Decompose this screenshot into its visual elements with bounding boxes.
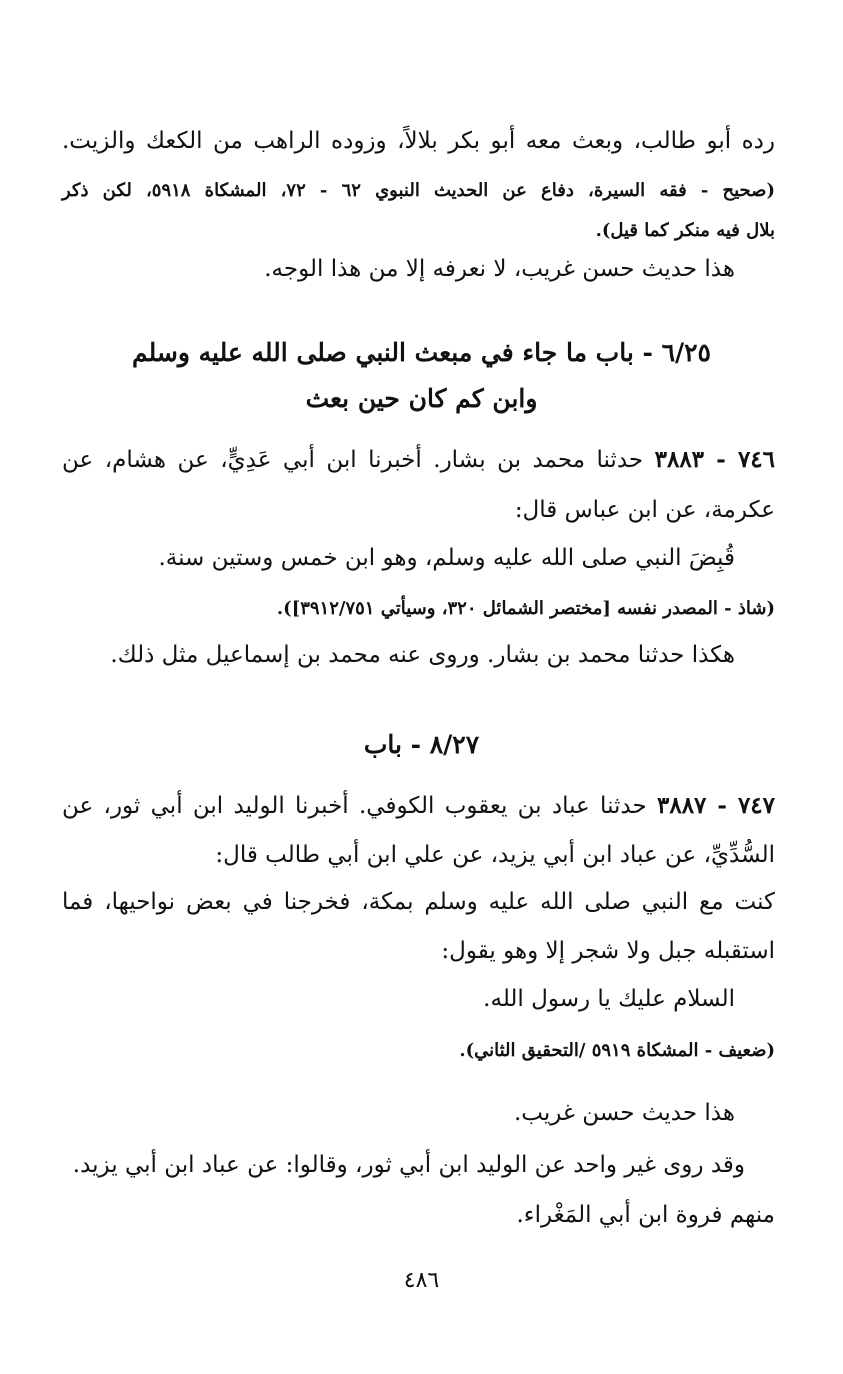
hadith-matn-quote: السلام عليك يا رسول الله. (483, 986, 735, 1012)
commentary-line: هذا حديث حسن غريب، لا نعرفه إلا من هذا الوجه. (264, 256, 735, 282)
hadith-isnad (62, 446, 775, 475)
hadith-isnad (62, 792, 775, 821)
commentary-line: هذا حديث حسن غريب. (513, 1100, 735, 1126)
grading-note-continued: بلال فيه منكر كما قيل). (595, 220, 775, 241)
chapter-subtitle: وابن كم كان حين بعث (305, 384, 538, 413)
grading-note: (شاذ - المصدر نفسه [مختصر الشمائل ٣٢٠، وسيأتي ٣٩١٢/٧٥١]). (276, 598, 775, 619)
grading-note: (صحيح - فقه السيرة، دفاع عن الحديث النبوي ٦٢ - ٧٢، المشكاة ٥٩١٨، لكن ذكر (62, 180, 775, 201)
page-number: ٤٨٦ (403, 1268, 440, 1293)
chapter-title: ٦/٢٥ - باب ما جاء في مبعث النبي صلى الله عليه وسلم (132, 338, 711, 367)
commentary-line: منهم فروة ابن أبي المَغْراء. (516, 1202, 775, 1228)
hadith-number: ٧٤٦ - ٣٨٨٣ (654, 446, 776, 473)
text-line: رده أبو طالب، وبعث معه أبو بكر بلالاً، وزوده الراهب من الكعك والزيت. (62, 128, 775, 154)
grading-note: (ضعيف - المشكاة ٥٩١٩ /التحقيق الثاني). (459, 1040, 775, 1061)
hadith-matn-continued: استقبله جبل ولا شجر إلا وهو يقول: (441, 938, 775, 964)
hadith-matn: كنت مع النبي صلى الله عليه وسلم بمكة، فخرجنا في بعض نواحيها، فما (62, 889, 775, 915)
hadith-matn: قُبِضَ النبي صلى الله عليه وسلم، وهو ابن خمس وستين سنة. (158, 545, 735, 571)
isnad-continued: عكرمة، عن ابن عباس قال: (514, 497, 775, 523)
isnad-continued: السُّدِّيِّ، عن عباد ابن أبي يزيد، عن علي ابن أبي طالب قال: (215, 842, 775, 868)
commentary-line: وقد روى غير واحد عن الوليد ابن أبي ثور، وقالوا: عن عباد ابن أبي يزيد. (72, 1152, 745, 1178)
chapter-title: ٨/٢٧ - باب (363, 730, 480, 759)
commentary-line: هكذا حدثنا محمد بن بشار. وروى عنه محمد بن إسماعيل مثل ذلك. (110, 642, 735, 668)
isnad-text: حدثنا محمد بن بشار. أخبرنا ابن أبي عَدِيٍّ، عن هشام، عن (62, 447, 644, 473)
isnad-text: حدثنا عباد بن يعقوب الكوفي. أخبرنا الوليد ابن أبي ثور، عن (62, 793, 647, 819)
hadith-number: ٧٤٧ - ٣٨٨٧ (657, 792, 775, 819)
